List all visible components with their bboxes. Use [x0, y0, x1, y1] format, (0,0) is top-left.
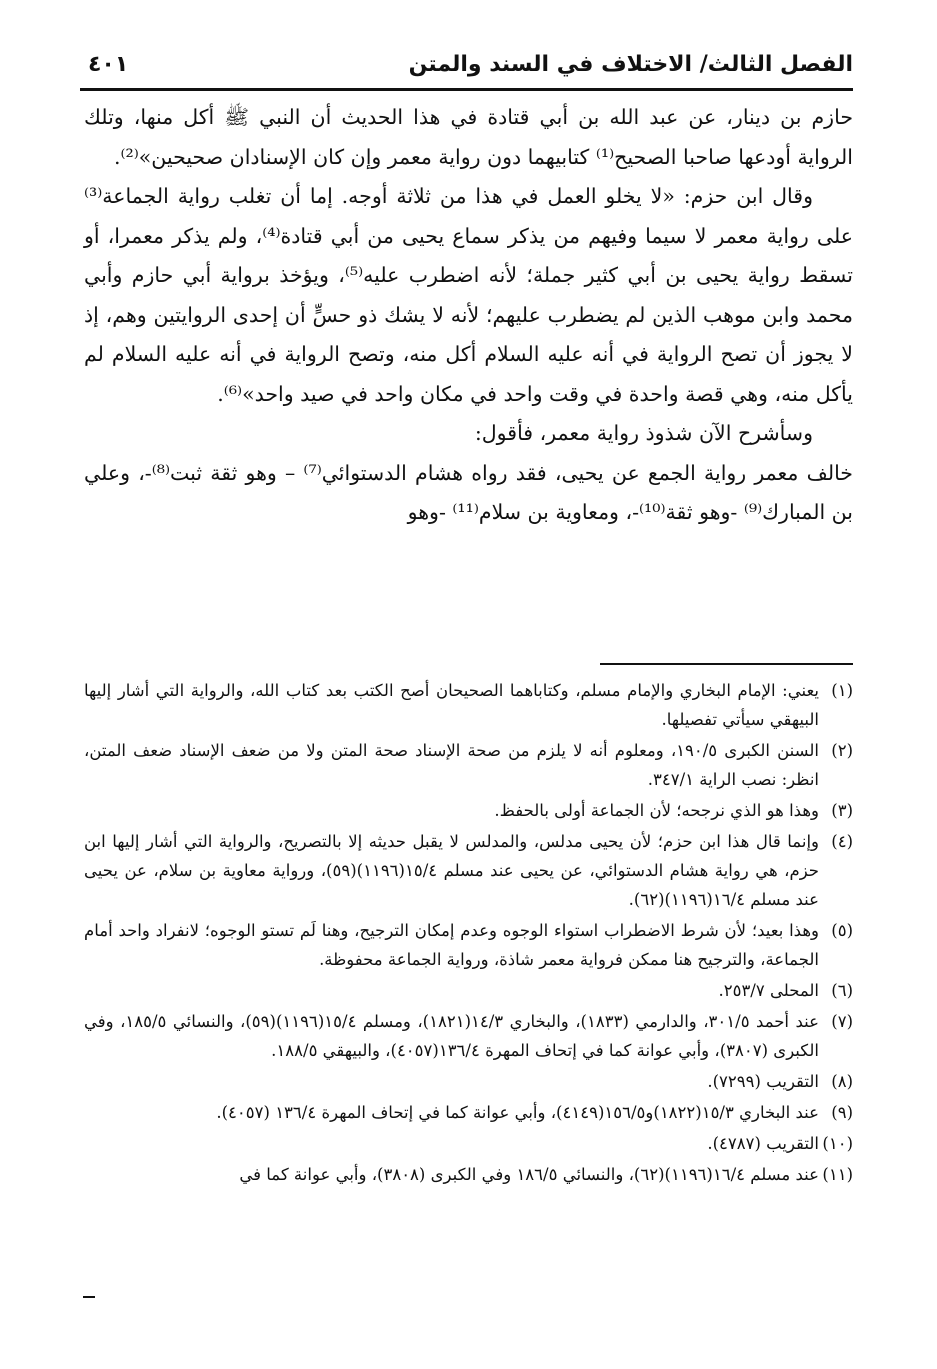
footnote — [84, 1007, 853, 1065]
chapter-title: الفصل الثالث/ الاختلاف في السند والمتن — [408, 52, 853, 77]
paragraph: خالف معمر رواية الجمع عن يحيى، فقد رواه هشام الدستوائي⁽⁷⁾ – وهو ثقة ثبت⁽⁸⁾-، وعلي بن المبارك⁽⁹⁾ -وهو ثقة⁽¹⁰⁾-، ومعاوية بن سلام⁽¹¹⁾ -وهو — [84, 460, 853, 524]
footnote-text: التقريب (٤٧٨٧). — [707, 1134, 819, 1153]
footnote-number: (١) — [831, 681, 853, 700]
continuation-mark — [83, 1296, 95, 1298]
footnote — [84, 796, 853, 825]
footnote-number: (٢) — [831, 741, 853, 760]
running-header — [80, 52, 853, 91]
footnote-text: عند أحمد ٣٠١/٥، والدارمي (١٨٣٣)، والبخاري ١٤/٣(١٨٢١)، ومسلم ١٥/٤(١١٩٦)(٥٩)، والنسائي ١٨٥/٥، وفي الكبرى (٣٨٠٧)، وأبي عوانة كما في إتحاف المهرة ١٣٦/٤(٤٠٥٧)، والبيهقي ١٨٨/٥. — [84, 1012, 819, 1060]
footnote-number: (٣) — [831, 801, 853, 820]
footnote-text: وهذا هو الذي نرجحه؛ لأن الجماعة أولى بالحفظ. — [494, 801, 819, 820]
footnote-text: التقريب (٧٢٩٩). — [707, 1072, 819, 1091]
paragraph: وقال ابن حزم: «لا يخلو العمل في هذا من ثلاثة أوجه. إما أن تغلب رواية الجماعة⁽³⁾ على رواية معمر لا سيما وفيهم من يذكر سماع يحيى من أبي قتادة⁽⁴⁾، ولم يذكر معمرا، أو تسقط رواية يحيى بن أبي كثير جملة؛ لأنه اضطرب عليه⁽⁵⁾، ويؤخذ برواية أبي حازم وأبي محمد وابن موهب الذين لم يضطرب عليهم؛ لأنه لا يشك ذو حسٍّ أن إحدى الروايتين وهم، إذ لا يجوز أن تصح الرواية في أنه عليه السلام أكل منه، وتصح الرواية في أنه عليه السلام لم يأكل منه، وهي قصة واحدة في وقت واحد في مكان واحد في صيد واحد»⁽⁶⁾. — [84, 184, 854, 406]
footnote — [84, 1160, 853, 1189]
footnotes — [84, 676, 853, 1191]
page-number: ٤٠١ — [88, 52, 129, 77]
footnote-number: (١٠) — [822, 1134, 853, 1153]
footnote — [84, 1098, 853, 1127]
footnote — [84, 1067, 853, 1096]
footnote-number: (٩) — [831, 1103, 853, 1122]
footnote-text: وهذا بعيد؛ لأن شرط الاضطراب استواء الوجوه وعدم إمكان الترجيح، وهنا لَم تستو الوجوه؛ لانفراد واحد أمام الجماعة، والترجيح هنا ممكن فرواية معمر شاذة، ورواية الجماعة محفوظة. — [84, 921, 819, 969]
footnote — [84, 916, 853, 974]
footnote — [84, 676, 853, 734]
footnote-text: وإنما قال هذا ابن حزم؛ لأن يحيى مدلس، والمدلس لا يقبل حديثه إلا بالتصريح، والرواية التي أشار إليها ابن حزم، هي رواية هشام الدستوائي، عن يحيى عند مسلم ١٥/٤(١١٩٦)(٥٩)، ورواية معاوية بن سلام، عن يحيى عند مسلم ١٦/٤(١١٩٦)(٦٢). — [84, 832, 819, 909]
footnote-divider — [600, 663, 853, 665]
footnote-text: يعني: الإمام البخاري والإمام مسلم، وكتاباهما الصحيحان أصح الكتب بعد كتاب الله، والرواية التي أشار إليها البيهقي سيأتي تفصيلها. — [84, 681, 819, 729]
footnote — [84, 827, 853, 914]
footnote-text: عند البخاري ١٥/٣(١٨٢٢)و١٥٦/٥(٤١٤٩)، وأبي عوانة كما في إتحاف المهرة ١٣٦/٤ (٤٠٥٧). — [216, 1103, 819, 1122]
footnote-text: السنن الكبرى ١٩٠/٥، ومعلوم أنه لا يلزم من صحة الإسناد صحة المتن ولا من ضعف الإسناد ضعف المتن، انظر: نصب الراية ٣٤٧/١. — [84, 741, 819, 789]
paragraph: حازم بن دينار، عن عبد الله بن أبي قتادة في هذا الحديث أن النبي ﷺ أكل منها، وتلك الرواية أودعها صاحبا الصحيح⁽¹⁾ كتابيهما دون رواية معمر وإن كان الإسنادان صحيحين»⁽²⁾. — [84, 105, 853, 169]
main-text — [84, 98, 853, 533]
footnote-text: عند مسلم ١٦/٤(١١٩٦)(٦٢)، والنسائي ١٨٦/٥ وفي الكبرى (٣٨٠٨)، وأبي عوانة كما في — [239, 1165, 819, 1184]
footnote-number: (١١) — [822, 1165, 853, 1184]
paragraph: وسأشرح الآن شذوذ رواية معمر، فأقول: — [474, 421, 813, 445]
footnote-number: (٧) — [831, 1012, 853, 1031]
footnote-text: المحلى ٢٥٣/٧. — [718, 981, 819, 1000]
footnote-number: (٤) — [831, 832, 853, 851]
footnote — [84, 736, 853, 794]
footnote-number: (٥) — [831, 921, 853, 940]
footnote-number: (٦) — [831, 981, 853, 1000]
footnote-number: (٨) — [831, 1072, 853, 1091]
footnote — [84, 1129, 853, 1158]
footnote — [84, 976, 853, 1005]
